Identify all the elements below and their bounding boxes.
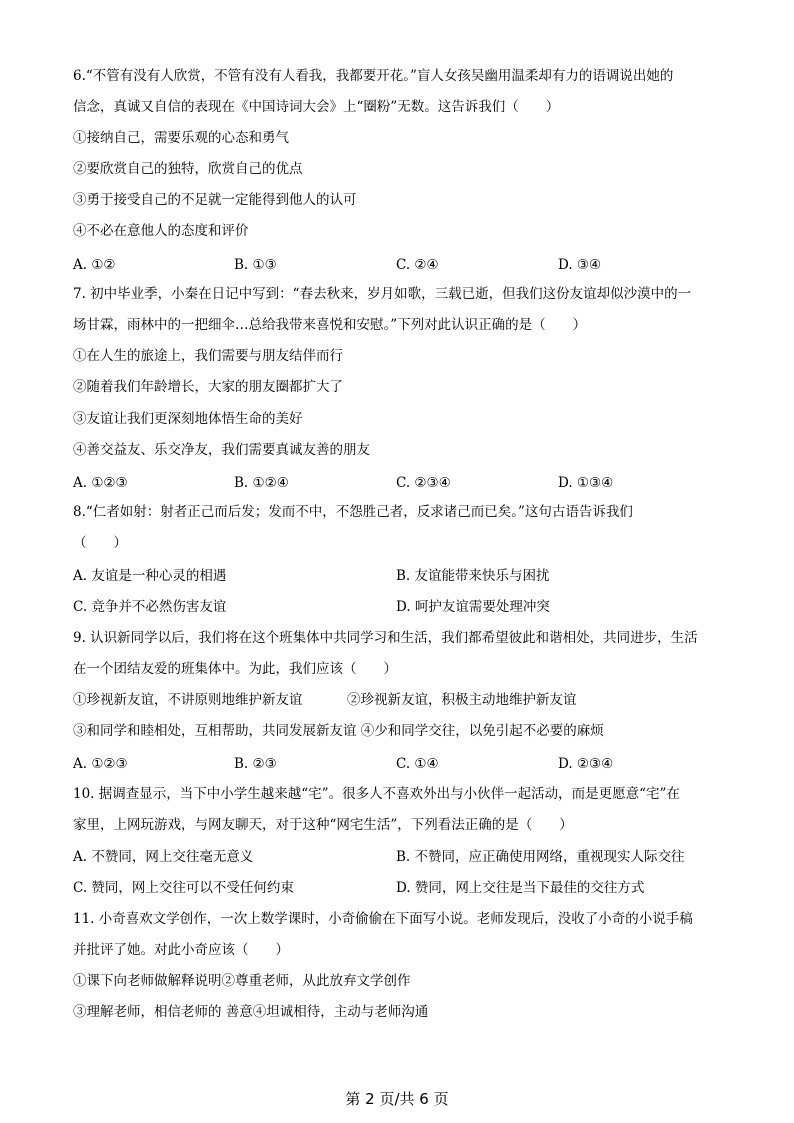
- q10-option-c: C. 赞同，网上交往可以不受任何约束: [73, 880, 294, 896]
- q7-option-a: A. ①②③: [73, 475, 128, 491]
- q9-item-1: ①珍视新友谊，不讲原则地维护新友谊: [73, 692, 303, 708]
- q7-item-2: ②随着我们年龄增长，大家的朋友圈都扩大了: [73, 379, 343, 395]
- q10-stem-line2: 家里，上网玩游戏，与网友聊天，对于这种“网宅生活”，下列看法正确的是（ ）: [73, 817, 573, 833]
- q6-option-a: A. ①②: [73, 257, 116, 273]
- q8-stem-line1: 8.“仁者如射：射者正己而后发；发而不中，不怨胜己者，反求诸己而已矣。”这句古语告诉我们: [73, 504, 633, 520]
- q7-option-b: B. ①②④: [234, 475, 289, 491]
- q9-option-a: A. ①②③: [73, 756, 128, 772]
- q6-item-1: ①接纳自己，需要乐观的心态和勇气: [73, 130, 289, 146]
- q11-items-3-4: ③理解老师，相信老师的 善意④坦诚相待，主动与老师沟通: [73, 1004, 429, 1020]
- q6-item-4: ④不必在意他人的态度和评价: [73, 223, 249, 239]
- q9-stem-line1: 9. 认识新同学以后，我们将在这个班集体中共同学习和生活，我们都希望彼此和谐相处，共同进步，生活: [73, 630, 698, 646]
- q10-option-a: A. 不赞同，网上交往毫无意义: [73, 849, 254, 865]
- q8-option-c: C. 竞争并不必然伤害友谊: [73, 599, 227, 615]
- q9-option-d: D. ②③④: [558, 756, 614, 772]
- q8-stem-line2: （ ）: [73, 535, 127, 551]
- q6-stem-line2: 信念，真诚又自信的表现在《中国诗词大会》上“圈粉”无数。这告诉我们（ ）: [73, 99, 560, 115]
- q10-option-d: D. 赞同，网上交往是当下最佳的交往方式: [396, 880, 645, 896]
- q6-option-c: C. ②④: [396, 257, 439, 273]
- q6-item-2: ②要欣赏自己的独特，欣赏自己的优点: [73, 161, 303, 177]
- q10-stem-line1: 10. 据调查显示，当下中小学生越来越“宅”。很多人不喜欢外出与小伙伴一起活动，而是更愿意“宅”在: [73, 786, 680, 802]
- q8-option-b: B. 友谊能带来快乐与困扰: [396, 568, 550, 584]
- q8-option-a: A. 友谊是一种心灵的相遇: [73, 568, 227, 584]
- q8-option-d: D. 呵护友谊需要处理冲突: [396, 599, 550, 615]
- q9-item-2: ②珍视新友谊，积极主动地维护新友谊: [347, 692, 577, 708]
- q7-item-1: ①在人生的旅途上，我们需要与朋友结伴而行: [73, 348, 343, 364]
- q11-stem-line2: 并批评了她。对此小奇应该（ ）: [73, 942, 289, 958]
- q9-option-c: C. ①④: [396, 756, 439, 772]
- q11-stem-line1: 11. 小奇喜欢文学创作，一次上数学课时，小奇偷偷在下面写小说。老师发现后，没收了小奇的小说手稿: [73, 911, 693, 927]
- q9-stem-line2: 在一个团结友爱的班集体中。为此，我们应该（ ）: [73, 661, 397, 677]
- q7-stem-line2: 场甘霖，雨林中的一把细伞…总给我带来喜悦和安慰。”下列对此认识正确的是（ ）: [73, 317, 587, 333]
- q7-option-d: D. ①③④: [558, 475, 614, 491]
- q7-item-4: ④善交益友、乐交净友，我们需要真诚友善的朋友: [73, 442, 370, 458]
- q7-stem-line1: 7. 初中毕业季，小秦在日记中写到：“春去秋来，岁月如歌，三载已逝，但我们这份友谊却似沙漠中的一: [73, 286, 692, 302]
- q6-stem-line1: 6.“不管有没有人欣赏，不管有没有人看我，我都要开花。”盲人女孩吴幽用温柔却有力的语调说出她的: [73, 68, 674, 84]
- q6-item-3: ③勇于接受自己的不足就一定能得到他人的认可: [73, 192, 357, 208]
- q11-items-1-2: ①课下向老师做解释说明②尊重老师，从此放弃文学创作: [73, 973, 411, 989]
- q9-option-b: B. ②③: [234, 756, 277, 772]
- q6-option-d: D. ③④: [558, 257, 602, 273]
- q7-option-c: C. ②③④: [396, 475, 451, 491]
- q7-item-3: ③友谊让我们更深刻地体悟生命的美好: [73, 411, 303, 427]
- page-footer: 第 2 页/共 6 页: [345, 1090, 449, 1108]
- q9-item-3-4: ③和同学和睦相处，互相帮助，共同发展新友谊 ④少和同学交往，以免引起不必要的麻烦: [73, 723, 604, 739]
- q6-option-b: B. ①③: [234, 257, 277, 273]
- q10-option-b: B. 不赞同，应正确使用网络，重视现实人际交往: [396, 849, 685, 865]
